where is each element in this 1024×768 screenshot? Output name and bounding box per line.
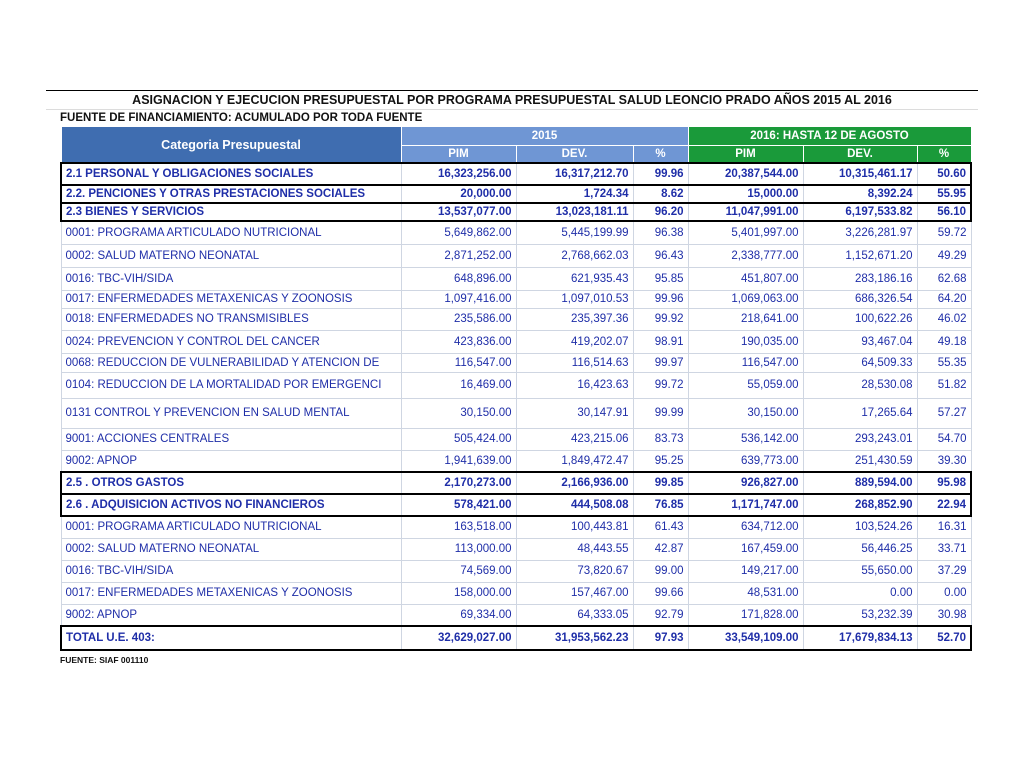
- pim-2016-cell: 2,338,777.00: [688, 244, 803, 267]
- pim-2016-cell: 639,773.00: [688, 450, 803, 472]
- dev-2015-cell: 2,166,936.00: [516, 472, 633, 494]
- category-cell: 9002: APNOP: [61, 450, 401, 472]
- dev-2016-cell: 93,467.04: [803, 330, 917, 353]
- category-cell: 2.6 . ADQUISICION ACTIVOS NO FINANCIEROS: [61, 494, 401, 516]
- pct-2015-cell: 8.62: [633, 185, 688, 203]
- pct-2016-cell: 55.35: [917, 353, 971, 372]
- header-pct-2016: %: [917, 146, 971, 164]
- pct-2016-cell: 37.29: [917, 560, 971, 582]
- pim-2015-cell: 2,170,273.00: [401, 472, 516, 494]
- dev-2015-cell: 30,147.91: [516, 398, 633, 428]
- table-row: [61, 538, 971, 560]
- pct-2016-cell: 55.95: [917, 185, 971, 203]
- category-cell: 0016: TBC-VIH/SIDA: [61, 560, 401, 582]
- pim-2016-cell: 5,401,997.00: [688, 221, 803, 244]
- pct-2016-cell: 46.02: [917, 308, 971, 330]
- pct-2015-cell: 96.43: [633, 244, 688, 267]
- table-row: [61, 203, 971, 221]
- category-cell: 0068: REDUCCION DE VULNERABILIDAD Y ATENCION DE: [61, 353, 401, 372]
- dev-2015-cell: 444,508.08: [516, 494, 633, 516]
- table-row: [61, 450, 971, 472]
- dev-2015-cell: 1,724.34: [516, 185, 633, 203]
- pim-2015-cell: 578,421.00: [401, 494, 516, 516]
- pct-2016-cell: 49.18: [917, 330, 971, 353]
- dev-2015-cell: 621,935.43: [516, 267, 633, 290]
- table-row: [61, 560, 971, 582]
- category-cell: 2.2. PENCIONES Y OTRAS PRESTACIONES SOCIALES: [61, 185, 401, 203]
- header-year-2016: 2016: HASTA 12 DE AGOSTO: [688, 127, 971, 146]
- pct-2016-cell: 59.72: [917, 221, 971, 244]
- category-cell: 0002: SALUD MATERNO NEONATAL: [61, 244, 401, 267]
- category-cell: 0001: PROGRAMA ARTICULADO NUTRICIONAL: [61, 516, 401, 538]
- dev-2016-cell: 293,243.01: [803, 428, 917, 450]
- pim-2016-cell: 536,142.00: [688, 428, 803, 450]
- report-title: ASIGNACION Y EJECUCION PRESUPUESTAL POR PROGRAMA PRESUPUESTAL SALUD LEONCIO PRADO AÑOS 2015 AL 2016: [46, 90, 978, 109]
- category-cell: 2.1 PERSONAL Y OBLIGACIONES SOCIALES: [61, 163, 401, 185]
- pim-2016-cell: 116,547.00: [688, 353, 803, 372]
- pim-2016-cell: 20,387,544.00: [688, 163, 803, 185]
- header-pct-2015: %: [633, 146, 688, 164]
- pct-2015-cell: 95.85: [633, 267, 688, 290]
- pct-2015-cell: 83.73: [633, 428, 688, 450]
- dev-2015-cell: 100,443.81: [516, 516, 633, 538]
- dev-2016-cell: 8,392.24: [803, 185, 917, 203]
- table-body: [61, 163, 971, 650]
- dev-2015-cell: 235,397.36: [516, 308, 633, 330]
- dev-2015-cell: 2,768,662.03: [516, 244, 633, 267]
- pct-2015-cell: 99.96: [633, 163, 688, 185]
- pct-2015-cell: 99.72: [633, 372, 688, 398]
- header-dev-2015: DEV.: [516, 146, 633, 164]
- dev-2015-cell: 1,097,010.53: [516, 290, 633, 308]
- pim-2016-cell: 167,459.00: [688, 538, 803, 560]
- dev-2015-cell: 48,443.55: [516, 538, 633, 560]
- pim-2015-cell: 32,629,027.00: [401, 626, 516, 650]
- table-row: [61, 244, 971, 267]
- pct-2016-cell: 54.70: [917, 428, 971, 450]
- category-cell: 0017: ENFERMEDADES METAXENICAS Y ZOONOSIS: [61, 290, 401, 308]
- pct-2016-cell: 57.27: [917, 398, 971, 428]
- dev-2016-cell: 64,509.33: [803, 353, 917, 372]
- pct-2016-cell: 16.31: [917, 516, 971, 538]
- pct-2016-cell: 50.60: [917, 163, 971, 185]
- pct-2016-cell: 49.29: [917, 244, 971, 267]
- pim-2015-cell: 235,586.00: [401, 308, 516, 330]
- pct-2016-cell: 64.20: [917, 290, 971, 308]
- pim-2015-cell: 2,871,252.00: [401, 244, 516, 267]
- dev-2016-cell: 55,650.00: [803, 560, 917, 582]
- header-pim-2016: PIM: [688, 146, 803, 164]
- pim-2015-cell: 648,896.00: [401, 267, 516, 290]
- category-cell: 0001: PROGRAMA ARTICULADO NUTRICIONAL: [61, 221, 401, 244]
- dev-2015-cell: 64,333.05: [516, 604, 633, 626]
- pim-2016-cell: 55,059.00: [688, 372, 803, 398]
- pct-2016-cell: 30.98: [917, 604, 971, 626]
- pim-2015-cell: 30,150.00: [401, 398, 516, 428]
- dev-2015-cell: 423,215.06: [516, 428, 633, 450]
- pct-2015-cell: 99.97: [633, 353, 688, 372]
- header-pim-2015: PIM: [401, 146, 516, 164]
- pct-2015-cell: 76.85: [633, 494, 688, 516]
- pct-2015-cell: 99.66: [633, 582, 688, 604]
- dev-2015-cell: 419,202.07: [516, 330, 633, 353]
- pct-2016-cell: 33.71: [917, 538, 971, 560]
- pct-2015-cell: 95.25: [633, 450, 688, 472]
- dev-2015-cell: 16,317,212.70: [516, 163, 633, 185]
- dev-2016-cell: 268,852.90: [803, 494, 917, 516]
- pim-2016-cell: 451,807.00: [688, 267, 803, 290]
- table-row: [61, 472, 971, 494]
- header-category: Categoria Presupuestal: [61, 127, 401, 164]
- table-row: [61, 163, 971, 185]
- pim-2016-cell: 1,171,747.00: [688, 494, 803, 516]
- pct-2016-cell: 39.30: [917, 450, 971, 472]
- pct-2015-cell: 99.96: [633, 290, 688, 308]
- table-row: [61, 428, 971, 450]
- dev-2015-cell: 116,514.63: [516, 353, 633, 372]
- table-row: [61, 398, 971, 428]
- dev-2016-cell: 6,197,533.82: [803, 203, 917, 221]
- category-cell: TOTAL U.E. 403:: [61, 626, 401, 650]
- dev-2016-cell: 283,186.16: [803, 267, 917, 290]
- dev-2016-cell: 889,594.00: [803, 472, 917, 494]
- pct-2015-cell: 97.93: [633, 626, 688, 650]
- category-cell: 0024: PREVENCION Y CONTROL DEL CANCER: [61, 330, 401, 353]
- pim-2016-cell: 218,641.00: [688, 308, 803, 330]
- pim-2015-cell: 20,000.00: [401, 185, 516, 203]
- pct-2015-cell: 98.91: [633, 330, 688, 353]
- table-row: [61, 353, 971, 372]
- category-cell: 9002: APNOP: [61, 604, 401, 626]
- pct-2015-cell: 99.85: [633, 472, 688, 494]
- dev-2015-cell: 73,820.67: [516, 560, 633, 582]
- pim-2016-cell: 11,047,991.00: [688, 203, 803, 221]
- table-row: [61, 185, 971, 203]
- category-cell: 0104: REDUCCION DE LA MORTALIDAD POR EMERGENCI: [61, 372, 401, 398]
- dev-2016-cell: 56,446.25: [803, 538, 917, 560]
- category-cell: 9001: ACCIONES CENTRALES: [61, 428, 401, 450]
- pct-2016-cell: 56.10: [917, 203, 971, 221]
- table-row: [61, 626, 971, 650]
- dev-2015-cell: 1,849,472.47: [516, 450, 633, 472]
- pim-2016-cell: 33,549,109.00: [688, 626, 803, 650]
- pim-2015-cell: 5,649,862.00: [401, 221, 516, 244]
- category-cell: 2.3 BIENES Y SERVICIOS: [61, 203, 401, 221]
- table-row: [61, 582, 971, 604]
- pct-2015-cell: 92.79: [633, 604, 688, 626]
- dev-2015-cell: 13,023,181.11: [516, 203, 633, 221]
- pct-2016-cell: 51.82: [917, 372, 971, 398]
- dev-2016-cell: 686,326.54: [803, 290, 917, 308]
- pim-2015-cell: 113,000.00: [401, 538, 516, 560]
- pim-2016-cell: 634,712.00: [688, 516, 803, 538]
- pim-2016-cell: 15,000.00: [688, 185, 803, 203]
- pim-2016-cell: 190,035.00: [688, 330, 803, 353]
- pct-2015-cell: 99.99: [633, 398, 688, 428]
- pim-2015-cell: 74,569.00: [401, 560, 516, 582]
- pim-2015-cell: 69,334.00: [401, 604, 516, 626]
- dev-2015-cell: 16,423.63: [516, 372, 633, 398]
- dev-2016-cell: 17,265.64: [803, 398, 917, 428]
- table-row: [61, 290, 971, 308]
- pct-2015-cell: 99.00: [633, 560, 688, 582]
- footer-source: FUENTE: SIAF 001110: [60, 655, 149, 665]
- pim-2016-cell: 1,069,063.00: [688, 290, 803, 308]
- category-cell: 2.5 . OTROS GASTOS: [61, 472, 401, 494]
- table-row: [61, 372, 971, 398]
- pct-2015-cell: 96.20: [633, 203, 688, 221]
- pim-2016-cell: 171,828.00: [688, 604, 803, 626]
- dev-2015-cell: 31,953,562.23: [516, 626, 633, 650]
- pct-2016-cell: 95.98: [917, 472, 971, 494]
- dev-2016-cell: 3,226,281.97: [803, 221, 917, 244]
- table-row: [61, 221, 971, 244]
- pct-2016-cell: 22.94: [917, 494, 971, 516]
- category-cell: 0002: SALUD MATERNO NEONATAL: [61, 538, 401, 560]
- category-cell: 0131 CONTROL Y PREVENCION EN SALUD MENTAL: [61, 398, 401, 428]
- funding-source-label: FUENTE DE FINANCIAMIENTO: ACUMULADO POR TODA FUENTE: [46, 109, 978, 126]
- dev-2016-cell: 100,622.26: [803, 308, 917, 330]
- pim-2015-cell: 13,537,077.00: [401, 203, 516, 221]
- table-row: [61, 494, 971, 516]
- dev-2016-cell: 103,524.26: [803, 516, 917, 538]
- header-year-2015: 2015: [401, 127, 688, 146]
- table-row: [61, 330, 971, 353]
- dev-2016-cell: 53,232.39: [803, 604, 917, 626]
- pct-2015-cell: 96.38: [633, 221, 688, 244]
- table-row: [61, 516, 971, 538]
- pim-2015-cell: 16,469.00: [401, 372, 516, 398]
- pim-2016-cell: 149,217.00: [688, 560, 803, 582]
- pct-2016-cell: 0.00: [917, 582, 971, 604]
- table-row: [61, 604, 971, 626]
- pim-2015-cell: 116,547.00: [401, 353, 516, 372]
- table-row: [61, 267, 971, 290]
- dev-2016-cell: 10,315,461.17: [803, 163, 917, 185]
- pim-2015-cell: 423,836.00: [401, 330, 516, 353]
- dev-2016-cell: 0.00: [803, 582, 917, 604]
- category-cell: 0016: TBC-VIH/SIDA: [61, 267, 401, 290]
- pim-2015-cell: 16,323,256.00: [401, 163, 516, 185]
- pim-2015-cell: 158,000.00: [401, 582, 516, 604]
- pct-2015-cell: 61.43: [633, 516, 688, 538]
- pim-2015-cell: 1,097,416.00: [401, 290, 516, 308]
- table-row: [61, 308, 971, 330]
- category-cell: 0018: ENFERMEDADES NO TRANSMISIBLES: [61, 308, 401, 330]
- pim-2016-cell: 48,531.00: [688, 582, 803, 604]
- spreadsheet-sheet: [46, 90, 978, 665]
- dev-2015-cell: 157,467.00: [516, 582, 633, 604]
- budget-table: [60, 126, 972, 651]
- pim-2015-cell: 1,941,639.00: [401, 450, 516, 472]
- pct-2016-cell: 62.68: [917, 267, 971, 290]
- pct-2016-cell: 52.70: [917, 626, 971, 650]
- dev-2016-cell: 17,679,834.13: [803, 626, 917, 650]
- pim-2016-cell: 30,150.00: [688, 398, 803, 428]
- pct-2015-cell: 99.92: [633, 308, 688, 330]
- pim-2016-cell: 926,827.00: [688, 472, 803, 494]
- dev-2016-cell: 1,152,671.20: [803, 244, 917, 267]
- pim-2015-cell: 163,518.00: [401, 516, 516, 538]
- pim-2015-cell: 505,424.00: [401, 428, 516, 450]
- category-cell: 0017: ENFERMEDADES METAXENICAS Y ZOONOSIS: [61, 582, 401, 604]
- pct-2015-cell: 42.87: [633, 538, 688, 560]
- dev-2016-cell: 28,530.08: [803, 372, 917, 398]
- header-dev-2016: DEV.: [803, 146, 917, 164]
- dev-2015-cell: 5,445,199.99: [516, 221, 633, 244]
- dev-2016-cell: 251,430.59: [803, 450, 917, 472]
